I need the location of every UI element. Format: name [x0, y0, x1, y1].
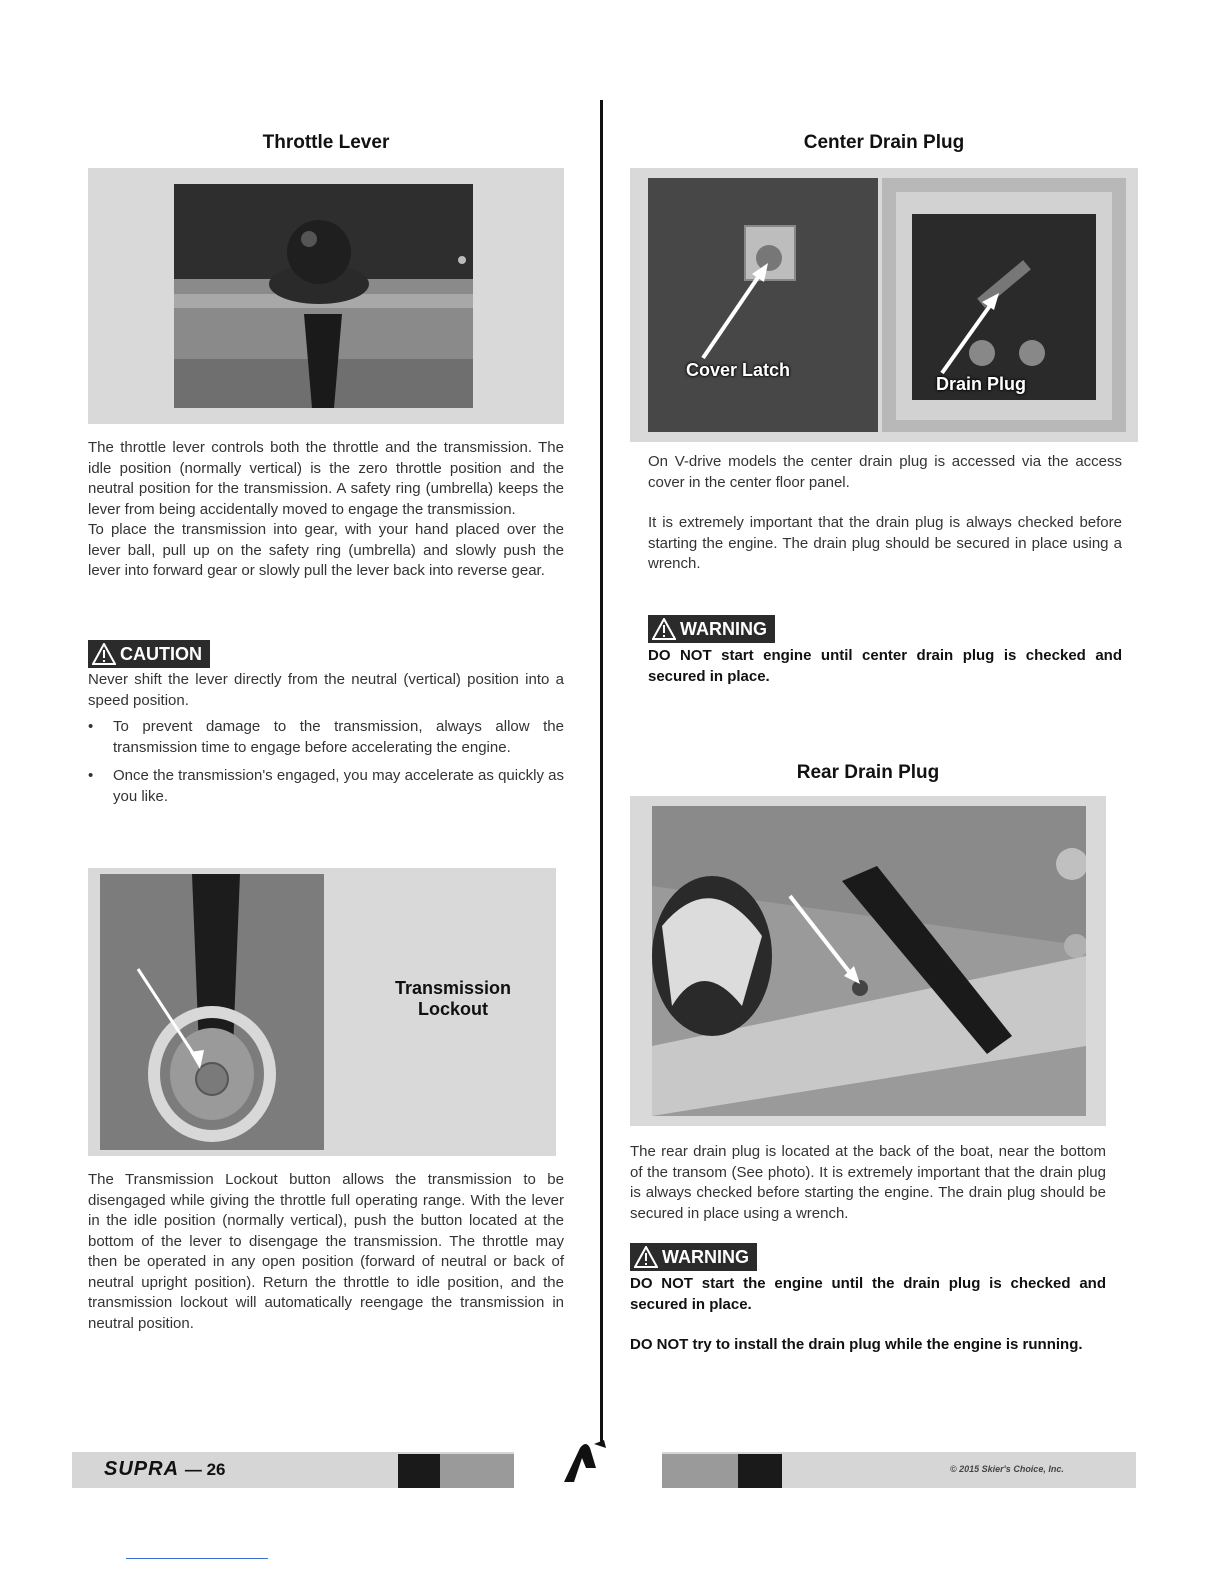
center-drain-paragraph-1: On V-drive models the center drain plug is accessed via the access cover in the center floor panel. [648, 453, 1122, 491]
rear-drain-plug-heading: Rear Drain Plug [796, 762, 940, 783]
rear-drain-plug-photo [652, 806, 1086, 1116]
caution-bullet-list [88, 717, 564, 807]
rear-warning-text-2: DO NOT try to install the drain plug while the engine is running. [630, 1336, 1083, 1353]
transmission-lockout-photo [100, 874, 324, 1150]
caution-label: CAUTION [120, 643, 202, 664]
warning-triangle-icon [652, 618, 676, 640]
footer-copyright: © 2015 Skier's Choice, Inc. [950, 1464, 1064, 1474]
warning-triangle-icon [634, 1246, 658, 1268]
caution-badge [88, 640, 210, 668]
cover-latch-label: Cover Latch [686, 360, 791, 380]
throttle-lever-description [88, 438, 564, 582]
drain-plug-label: Drain Plug [936, 374, 1027, 394]
rear-warning-text-1: DO NOT start the engine until the drain plug is checked and secured in place. [630, 1275, 1106, 1313]
center-warning-label: WARNING [680, 618, 767, 639]
center-drain-paragraph-2: It is extremely important that the drain plug is always checked before starting the engine. The drain plug should be secured in place using a wrench. [648, 514, 1122, 572]
page-number: — 26 [184, 1460, 226, 1479]
rear-warning-badge [630, 1243, 757, 1271]
center-drain-plug-photo-frame [630, 168, 1138, 442]
column-divider [600, 100, 603, 1445]
footer-block-dark-left [398, 1454, 440, 1488]
center-warning-text: DO NOT start engine until center drain plug is checked and secured in place. [648, 647, 1122, 685]
rear-drain-plug-description: The rear drain plug is located at the back of the boat, near the bottom of the transom (See photo). It is extremely important that the drain plug is always checked before starting the engine. The drain plug should be secured in place using a wrench. [630, 1143, 1106, 1222]
list-item: • To prevent damage to the transmission, always allow the transmission time to engage before accelerating the engine. [88, 717, 564, 758]
warning-triangle-icon [92, 643, 116, 665]
transmission-lockout-description: The Transmission Lockout button allows the transmission to be disengaged while giving the throttle full operating range. With the lever in the idle position (normally vertical), push the button located at the bottom of the lever to disengage the transmission. The throttle may then be operated in any open position (forward of neutral or back of neutral upright position). Return the throttle to idle position, and the transmission lockout will automatically reengage the transmission in neutral position. [88, 1171, 564, 1332]
list-item: • Once the transmission's engaged, you may accelerate as quickly as you like. [88, 766, 564, 807]
footer-block-gray-left [440, 1454, 514, 1488]
bottom-rule [126, 1558, 268, 1559]
transmission-lockout-caption: Transmission Lockout [394, 978, 512, 1019]
cover-latch-photo [648, 178, 878, 432]
throttle-paragraph-2: To place the transmission into gear, with your hand placed over the lever ball, pull up on the safety ring (umbrella) and slowly push the lever into forward gear or slowly pull the lever back into reverse gear. [88, 521, 564, 579]
drain-plug-photo [882, 178, 1126, 432]
caution-text: Never shift the lever directly from the neutral (vertical) position into a speed position. [88, 671, 564, 709]
center-drain-plug-description [648, 452, 1122, 575]
throttle-paragraph-1: The throttle lever controls both the throttle and the transmission. The idle position (normally vertical) is the zero throttle position and the neutral position for the transmission. A safety ring (umbrella) keeps the lever from being accidentally moved to engage the transmission. [88, 439, 564, 518]
rear-drain-plug-photo-frame [630, 796, 1106, 1126]
footer-brand [104, 1458, 225, 1481]
transmission-lockout-photo-frame [88, 868, 556, 1156]
page-footer [72, 1452, 1136, 1488]
supra-logo-icon [560, 1438, 620, 1484]
throttle-lever-heading: Throttle Lever [262, 132, 390, 153]
center-warning-badge [648, 615, 775, 643]
footer-block-gray-right [662, 1454, 738, 1488]
throttle-lever-photo [174, 184, 473, 408]
brand-name: SUPRA [104, 1458, 179, 1480]
throttle-lever-photo-frame [88, 168, 564, 424]
rear-warning-text [630, 1274, 1106, 1356]
rear-warning-label: WARNING [662, 1246, 749, 1267]
center-drain-plug-heading: Center Drain Plug [803, 132, 965, 153]
footer-block-dark-right [738, 1454, 782, 1488]
caution-section [88, 670, 564, 815]
